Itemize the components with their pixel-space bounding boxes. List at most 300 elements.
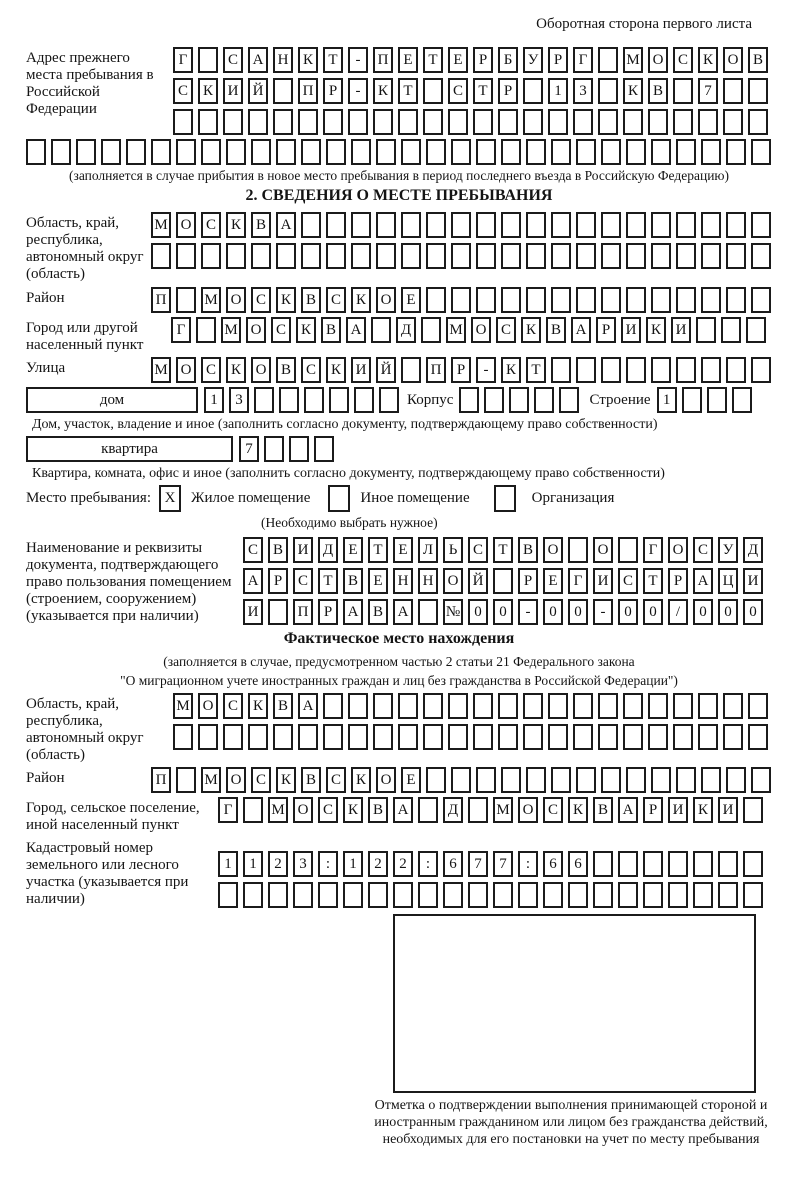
form-cell[interactable] xyxy=(651,139,671,165)
form-cell[interactable]: Г xyxy=(573,47,593,73)
form-cell[interactable]: 0 xyxy=(693,599,713,625)
form-cell[interactable]: С xyxy=(251,287,271,313)
form-cell[interactable] xyxy=(673,109,693,135)
form-cell[interactable]: - xyxy=(518,599,538,625)
form-cell[interactable]: 2 xyxy=(368,851,388,877)
form-cell[interactable]: И xyxy=(718,797,738,823)
form-cell[interactable]: Р xyxy=(518,568,538,594)
form-cell[interactable]: Г xyxy=(568,568,588,594)
form-cell[interactable] xyxy=(376,243,396,269)
form-cell[interactable] xyxy=(732,387,752,413)
form-cell[interactable] xyxy=(668,882,688,908)
form-cell[interactable] xyxy=(726,243,746,269)
form-cell[interactable] xyxy=(226,243,246,269)
form-cell[interactable] xyxy=(498,724,518,750)
form-cell[interactable]: 1 xyxy=(548,78,568,104)
form-cell[interactable] xyxy=(468,882,488,908)
form-cell[interactable] xyxy=(473,693,493,719)
form-cell[interactable] xyxy=(726,287,746,313)
form-cell[interactable]: А xyxy=(346,317,366,343)
form-cell[interactable] xyxy=(723,693,743,719)
form-cell[interactable]: 0 xyxy=(468,599,488,625)
form-cell[interactable]: 1 xyxy=(657,387,677,413)
form-cell[interactable] xyxy=(323,724,343,750)
form-cell[interactable]: О xyxy=(593,537,613,563)
form-cell[interactable] xyxy=(626,767,646,793)
form-cell[interactable]: К xyxy=(226,357,246,383)
form-cell[interactable] xyxy=(243,882,263,908)
form-cell[interactable]: И xyxy=(351,357,371,383)
form-cell[interactable]: О xyxy=(648,47,668,73)
form-cell[interactable] xyxy=(648,693,668,719)
form-cell[interactable]: 6 xyxy=(568,851,588,877)
form-cell[interactable] xyxy=(176,767,196,793)
form-cell[interactable] xyxy=(676,767,696,793)
form-cell[interactable] xyxy=(379,387,399,413)
form-cell[interactable]: О xyxy=(226,767,246,793)
form-cell[interactable] xyxy=(476,243,496,269)
form-cell[interactable]: Е xyxy=(543,568,563,594)
form-cell[interactable] xyxy=(426,767,446,793)
form-cell[interactable] xyxy=(198,724,218,750)
form-cell[interactable]: О xyxy=(376,767,396,793)
form-cell[interactable] xyxy=(701,357,721,383)
form-cell[interactable] xyxy=(314,436,334,462)
form-cell[interactable] xyxy=(368,882,388,908)
form-cell[interactable]: С xyxy=(201,357,221,383)
form-cell[interactable]: О xyxy=(518,797,538,823)
form-cell[interactable] xyxy=(623,109,643,135)
form-cell[interactable] xyxy=(426,139,446,165)
form-cell[interactable]: П xyxy=(293,599,313,625)
form-cell[interactable]: 0 xyxy=(493,599,513,625)
form-cell[interactable] xyxy=(468,797,488,823)
form-cell[interactable] xyxy=(626,212,646,238)
form-cell[interactable] xyxy=(673,693,693,719)
form-cell[interactable] xyxy=(243,797,263,823)
form-cell[interactable] xyxy=(401,243,421,269)
form-cell[interactable]: И xyxy=(743,568,763,594)
form-cell[interactable] xyxy=(223,109,243,135)
form-cell[interactable]: П xyxy=(373,47,393,73)
form-cell[interactable] xyxy=(323,109,343,135)
form-cell[interactable] xyxy=(543,882,563,908)
form-cell[interactable] xyxy=(551,212,571,238)
form-cell[interactable] xyxy=(493,882,513,908)
form-cell[interactable]: А xyxy=(243,568,263,594)
form-cell[interactable]: : xyxy=(318,851,338,877)
form-cell[interactable]: Т xyxy=(643,568,663,594)
form-cell[interactable] xyxy=(723,724,743,750)
form-cell[interactable]: К xyxy=(343,797,363,823)
form-cell[interactable]: К xyxy=(568,797,588,823)
form-cell[interactable] xyxy=(498,693,518,719)
form-cell[interactable]: О xyxy=(176,357,196,383)
form-cell[interactable]: М xyxy=(493,797,513,823)
form-cell[interactable] xyxy=(693,882,713,908)
form-cell[interactable] xyxy=(551,139,571,165)
form-cell[interactable] xyxy=(568,537,588,563)
form-cell[interactable]: С xyxy=(223,47,243,73)
form-cell[interactable]: Р xyxy=(318,599,338,625)
form-cell[interactable]: В xyxy=(748,47,768,73)
form-cell[interactable]: Е xyxy=(368,568,388,594)
form-cell[interactable]: К xyxy=(623,78,643,104)
form-cell[interactable]: Г xyxy=(218,797,238,823)
form-cell[interactable] xyxy=(568,882,588,908)
form-cell[interactable] xyxy=(751,357,771,383)
form-cell[interactable]: А xyxy=(618,797,638,823)
form-cell[interactable] xyxy=(598,109,618,135)
form-cell[interactable]: Й xyxy=(376,357,396,383)
form-cell[interactable] xyxy=(448,109,468,135)
form-cell[interactable]: 1 xyxy=(243,851,263,877)
form-cell[interactable]: Р xyxy=(548,47,568,73)
form-cell[interactable] xyxy=(501,212,521,238)
form-cell[interactable] xyxy=(373,693,393,719)
form-cell[interactable] xyxy=(476,767,496,793)
form-cell[interactable]: А xyxy=(248,47,268,73)
form-cell[interactable]: О xyxy=(376,287,396,313)
form-cell[interactable]: О xyxy=(246,317,266,343)
form-cell[interactable] xyxy=(354,387,374,413)
form-cell[interactable] xyxy=(448,724,468,750)
form-cell[interactable]: 2 xyxy=(393,851,413,877)
form-cell[interactable] xyxy=(268,882,288,908)
form-cell[interactable] xyxy=(526,212,546,238)
form-cell[interactable] xyxy=(451,767,471,793)
form-cell[interactable]: В xyxy=(368,797,388,823)
form-cell[interactable]: С xyxy=(618,568,638,594)
form-cell[interactable]: О xyxy=(176,212,196,238)
form-cell[interactable] xyxy=(401,139,421,165)
form-cell[interactable]: К xyxy=(351,767,371,793)
form-cell[interactable]: С xyxy=(693,537,713,563)
form-cell[interactable] xyxy=(451,287,471,313)
form-cell[interactable] xyxy=(748,109,768,135)
form-cell[interactable] xyxy=(751,243,771,269)
form-cell[interactable]: И xyxy=(223,78,243,104)
form-cell[interactable] xyxy=(273,78,293,104)
form-cell[interactable]: О xyxy=(543,537,563,563)
form-cell[interactable] xyxy=(498,109,518,135)
form-cell[interactable]: Д xyxy=(396,317,416,343)
form-cell[interactable] xyxy=(523,724,543,750)
form-cell[interactable] xyxy=(676,357,696,383)
form-cell[interactable] xyxy=(707,387,727,413)
form-cell[interactable] xyxy=(551,243,571,269)
form-cell[interactable]: П xyxy=(151,767,171,793)
form-cell[interactable]: С xyxy=(318,797,338,823)
form-cell[interactable]: И xyxy=(243,599,263,625)
form-cell[interactable] xyxy=(534,387,554,413)
form-cell[interactable] xyxy=(726,767,746,793)
form-cell[interactable] xyxy=(348,724,368,750)
form-cell[interactable]: О xyxy=(226,287,246,313)
form-cell[interactable] xyxy=(601,139,621,165)
form-cell[interactable]: Т xyxy=(368,537,388,563)
form-cell[interactable] xyxy=(548,724,568,750)
form-cell[interactable]: Д xyxy=(743,537,763,563)
form-cell[interactable]: С xyxy=(173,78,193,104)
form-cell[interactable]: - xyxy=(348,78,368,104)
form-cell[interactable] xyxy=(329,387,349,413)
form-cell[interactable] xyxy=(526,139,546,165)
form-cell[interactable] xyxy=(576,287,596,313)
form-cell[interactable] xyxy=(426,287,446,313)
form-cell[interactable] xyxy=(398,693,418,719)
form-cell[interactable]: Р xyxy=(498,78,518,104)
form-cell[interactable]: И xyxy=(293,537,313,563)
form-cell[interactable] xyxy=(251,243,271,269)
form-cell[interactable] xyxy=(726,139,746,165)
form-cell[interactable] xyxy=(448,693,468,719)
form-cell[interactable] xyxy=(301,139,321,165)
form-cell[interactable]: А xyxy=(393,599,413,625)
form-cell[interactable]: О xyxy=(723,47,743,73)
form-cell[interactable]: О xyxy=(443,568,463,594)
form-cell[interactable] xyxy=(576,357,596,383)
form-cell[interactable] xyxy=(476,139,496,165)
form-cell[interactable]: К xyxy=(501,357,521,383)
form-cell[interactable]: Р xyxy=(473,47,493,73)
form-cell[interactable] xyxy=(401,357,421,383)
form-cell[interactable]: В xyxy=(593,797,613,823)
form-cell[interactable] xyxy=(723,78,743,104)
form-cell[interactable] xyxy=(201,139,221,165)
form-cell[interactable]: - xyxy=(593,599,613,625)
form-cell[interactable]: К xyxy=(351,287,371,313)
form-cell[interactable]: А xyxy=(298,693,318,719)
form-cell[interactable] xyxy=(264,436,284,462)
form-cell[interactable]: Н xyxy=(393,568,413,594)
form-cell[interactable]: О xyxy=(251,357,271,383)
form-cell[interactable] xyxy=(651,243,671,269)
form-cell[interactable] xyxy=(298,724,318,750)
form-cell[interactable] xyxy=(676,243,696,269)
form-cell[interactable]: Г xyxy=(171,317,191,343)
form-cell[interactable] xyxy=(443,882,463,908)
form-cell[interactable] xyxy=(726,212,746,238)
form-cell[interactable] xyxy=(701,139,721,165)
form-cell[interactable]: И xyxy=(671,317,691,343)
form-cell[interactable]: К xyxy=(298,47,318,73)
form-cell[interactable]: П xyxy=(298,78,318,104)
form-cell[interactable] xyxy=(348,109,368,135)
form-cell[interactable] xyxy=(593,851,613,877)
form-cell[interactable] xyxy=(518,882,538,908)
form-cell[interactable]: Р xyxy=(268,568,288,594)
form-cell[interactable]: Р xyxy=(451,357,471,383)
form-cell[interactable]: М xyxy=(201,767,221,793)
residential-premises-checkbox[interactable]: X xyxy=(159,485,181,512)
form-cell[interactable]: С xyxy=(326,767,346,793)
form-cell[interactable] xyxy=(298,109,318,135)
form-cell[interactable] xyxy=(673,724,693,750)
form-cell[interactable] xyxy=(593,882,613,908)
form-cell[interactable]: Т xyxy=(526,357,546,383)
form-cell[interactable] xyxy=(701,287,721,313)
form-cell[interactable] xyxy=(523,78,543,104)
form-cell[interactable]: К xyxy=(693,797,713,823)
form-cell[interactable] xyxy=(523,693,543,719)
form-cell[interactable]: Н xyxy=(273,47,293,73)
form-cell[interactable] xyxy=(459,387,479,413)
form-cell[interactable] xyxy=(651,357,671,383)
form-cell[interactable]: Й xyxy=(468,568,488,594)
form-cell[interactable] xyxy=(698,724,718,750)
form-cell[interactable] xyxy=(326,139,346,165)
form-cell[interactable] xyxy=(668,851,688,877)
form-cell[interactable]: Б xyxy=(498,47,518,73)
form-cell[interactable]: 7 xyxy=(468,851,488,877)
form-cell[interactable] xyxy=(523,109,543,135)
form-cell[interactable] xyxy=(626,139,646,165)
form-cell[interactable] xyxy=(601,287,621,313)
form-cell[interactable] xyxy=(351,212,371,238)
form-cell[interactable]: Р xyxy=(323,78,343,104)
form-cell[interactable]: М xyxy=(221,317,241,343)
form-cell[interactable] xyxy=(601,357,621,383)
form-cell[interactable] xyxy=(151,243,171,269)
form-cell[interactable] xyxy=(476,287,496,313)
form-cell[interactable] xyxy=(326,212,346,238)
form-cell[interactable]: Ь xyxy=(443,537,463,563)
form-cell[interactable] xyxy=(418,797,438,823)
form-cell[interactable]: Р xyxy=(668,568,688,594)
form-cell[interactable] xyxy=(373,109,393,135)
form-cell[interactable]: В xyxy=(268,537,288,563)
form-cell[interactable]: В xyxy=(276,357,296,383)
form-cell[interactable]: Т xyxy=(493,537,513,563)
form-cell[interactable] xyxy=(301,243,321,269)
form-cell[interactable]: / xyxy=(668,599,688,625)
form-cell[interactable] xyxy=(651,287,671,313)
form-cell[interactable]: Р xyxy=(596,317,616,343)
form-cell[interactable]: К xyxy=(326,357,346,383)
apartment-type-box[interactable]: квартира xyxy=(26,436,233,462)
form-cell[interactable] xyxy=(198,109,218,135)
form-cell[interactable] xyxy=(501,767,521,793)
form-cell[interactable]: Е xyxy=(448,47,468,73)
form-cell[interactable] xyxy=(371,317,391,343)
form-cell[interactable]: 3 xyxy=(293,851,313,877)
form-cell[interactable]: К xyxy=(698,47,718,73)
form-cell[interactable]: Ц xyxy=(718,568,738,594)
form-cell[interactable]: 0 xyxy=(568,599,588,625)
form-cell[interactable]: 0 xyxy=(543,599,563,625)
form-cell[interactable]: В xyxy=(546,317,566,343)
form-cell[interactable] xyxy=(748,78,768,104)
form-cell[interactable] xyxy=(473,109,493,135)
form-cell[interactable]: Е xyxy=(398,47,418,73)
form-cell[interactable] xyxy=(218,882,238,908)
form-cell[interactable]: И xyxy=(621,317,641,343)
form-cell[interactable]: С xyxy=(271,317,291,343)
form-cell[interactable] xyxy=(526,287,546,313)
form-cell[interactable]: С xyxy=(468,537,488,563)
form-cell[interactable] xyxy=(176,287,196,313)
form-cell[interactable]: 0 xyxy=(718,599,738,625)
form-cell[interactable] xyxy=(196,317,216,343)
form-cell[interactable] xyxy=(648,724,668,750)
form-cell[interactable]: Р xyxy=(643,797,663,823)
form-cell[interactable] xyxy=(318,882,338,908)
form-cell[interactable]: С xyxy=(448,78,468,104)
form-cell[interactable]: Е xyxy=(393,537,413,563)
form-cell[interactable] xyxy=(418,599,438,625)
form-cell[interactable] xyxy=(751,212,771,238)
form-cell[interactable] xyxy=(751,139,771,165)
form-cell[interactable]: К xyxy=(521,317,541,343)
form-cell[interactable] xyxy=(551,287,571,313)
form-cell[interactable] xyxy=(426,243,446,269)
form-cell[interactable] xyxy=(676,139,696,165)
form-cell[interactable] xyxy=(451,243,471,269)
form-cell[interactable] xyxy=(293,882,313,908)
form-cell[interactable]: М xyxy=(151,212,171,238)
form-cell[interactable] xyxy=(501,243,521,269)
form-cell[interactable] xyxy=(748,693,768,719)
form-cell[interactable]: 2 xyxy=(268,851,288,877)
form-cell[interactable] xyxy=(398,109,418,135)
form-cell[interactable] xyxy=(676,287,696,313)
form-cell[interactable]: 1 xyxy=(204,387,224,413)
form-cell[interactable]: У xyxy=(718,537,738,563)
form-cell[interactable] xyxy=(423,109,443,135)
form-cell[interactable] xyxy=(526,767,546,793)
form-cell[interactable] xyxy=(751,767,771,793)
form-cell[interactable] xyxy=(268,599,288,625)
form-cell[interactable] xyxy=(451,139,471,165)
form-cell[interactable] xyxy=(526,243,546,269)
form-cell[interactable] xyxy=(673,78,693,104)
form-cell[interactable] xyxy=(351,243,371,269)
form-cell[interactable] xyxy=(643,882,663,908)
form-cell[interactable] xyxy=(601,212,621,238)
form-cell[interactable] xyxy=(743,851,763,877)
form-cell[interactable] xyxy=(718,882,738,908)
form-cell[interactable] xyxy=(343,882,363,908)
form-cell[interactable] xyxy=(176,243,196,269)
form-cell[interactable] xyxy=(701,243,721,269)
form-cell[interactable]: К xyxy=(276,767,296,793)
form-cell[interactable] xyxy=(623,693,643,719)
form-cell[interactable] xyxy=(101,139,121,165)
form-cell[interactable] xyxy=(576,243,596,269)
form-cell[interactable] xyxy=(598,724,618,750)
form-cell[interactable]: 7 xyxy=(239,436,259,462)
form-cell[interactable]: - xyxy=(476,357,496,383)
form-cell[interactable]: Д xyxy=(318,537,338,563)
house-type-box[interactable]: дом xyxy=(26,387,198,413)
form-cell[interactable]: О xyxy=(471,317,491,343)
form-cell[interactable]: В xyxy=(301,287,321,313)
form-cell[interactable] xyxy=(551,357,571,383)
form-cell[interactable]: : xyxy=(518,851,538,877)
form-cell[interactable] xyxy=(618,851,638,877)
form-cell[interactable] xyxy=(601,767,621,793)
form-cell[interactable] xyxy=(348,693,368,719)
form-cell[interactable]: 7 xyxy=(698,78,718,104)
form-cell[interactable]: К xyxy=(646,317,666,343)
form-cell[interactable] xyxy=(701,212,721,238)
form-cell[interactable]: С xyxy=(301,357,321,383)
form-cell[interactable] xyxy=(601,243,621,269)
form-cell[interactable] xyxy=(289,436,309,462)
form-cell[interactable]: С xyxy=(673,47,693,73)
form-cell[interactable] xyxy=(373,724,393,750)
